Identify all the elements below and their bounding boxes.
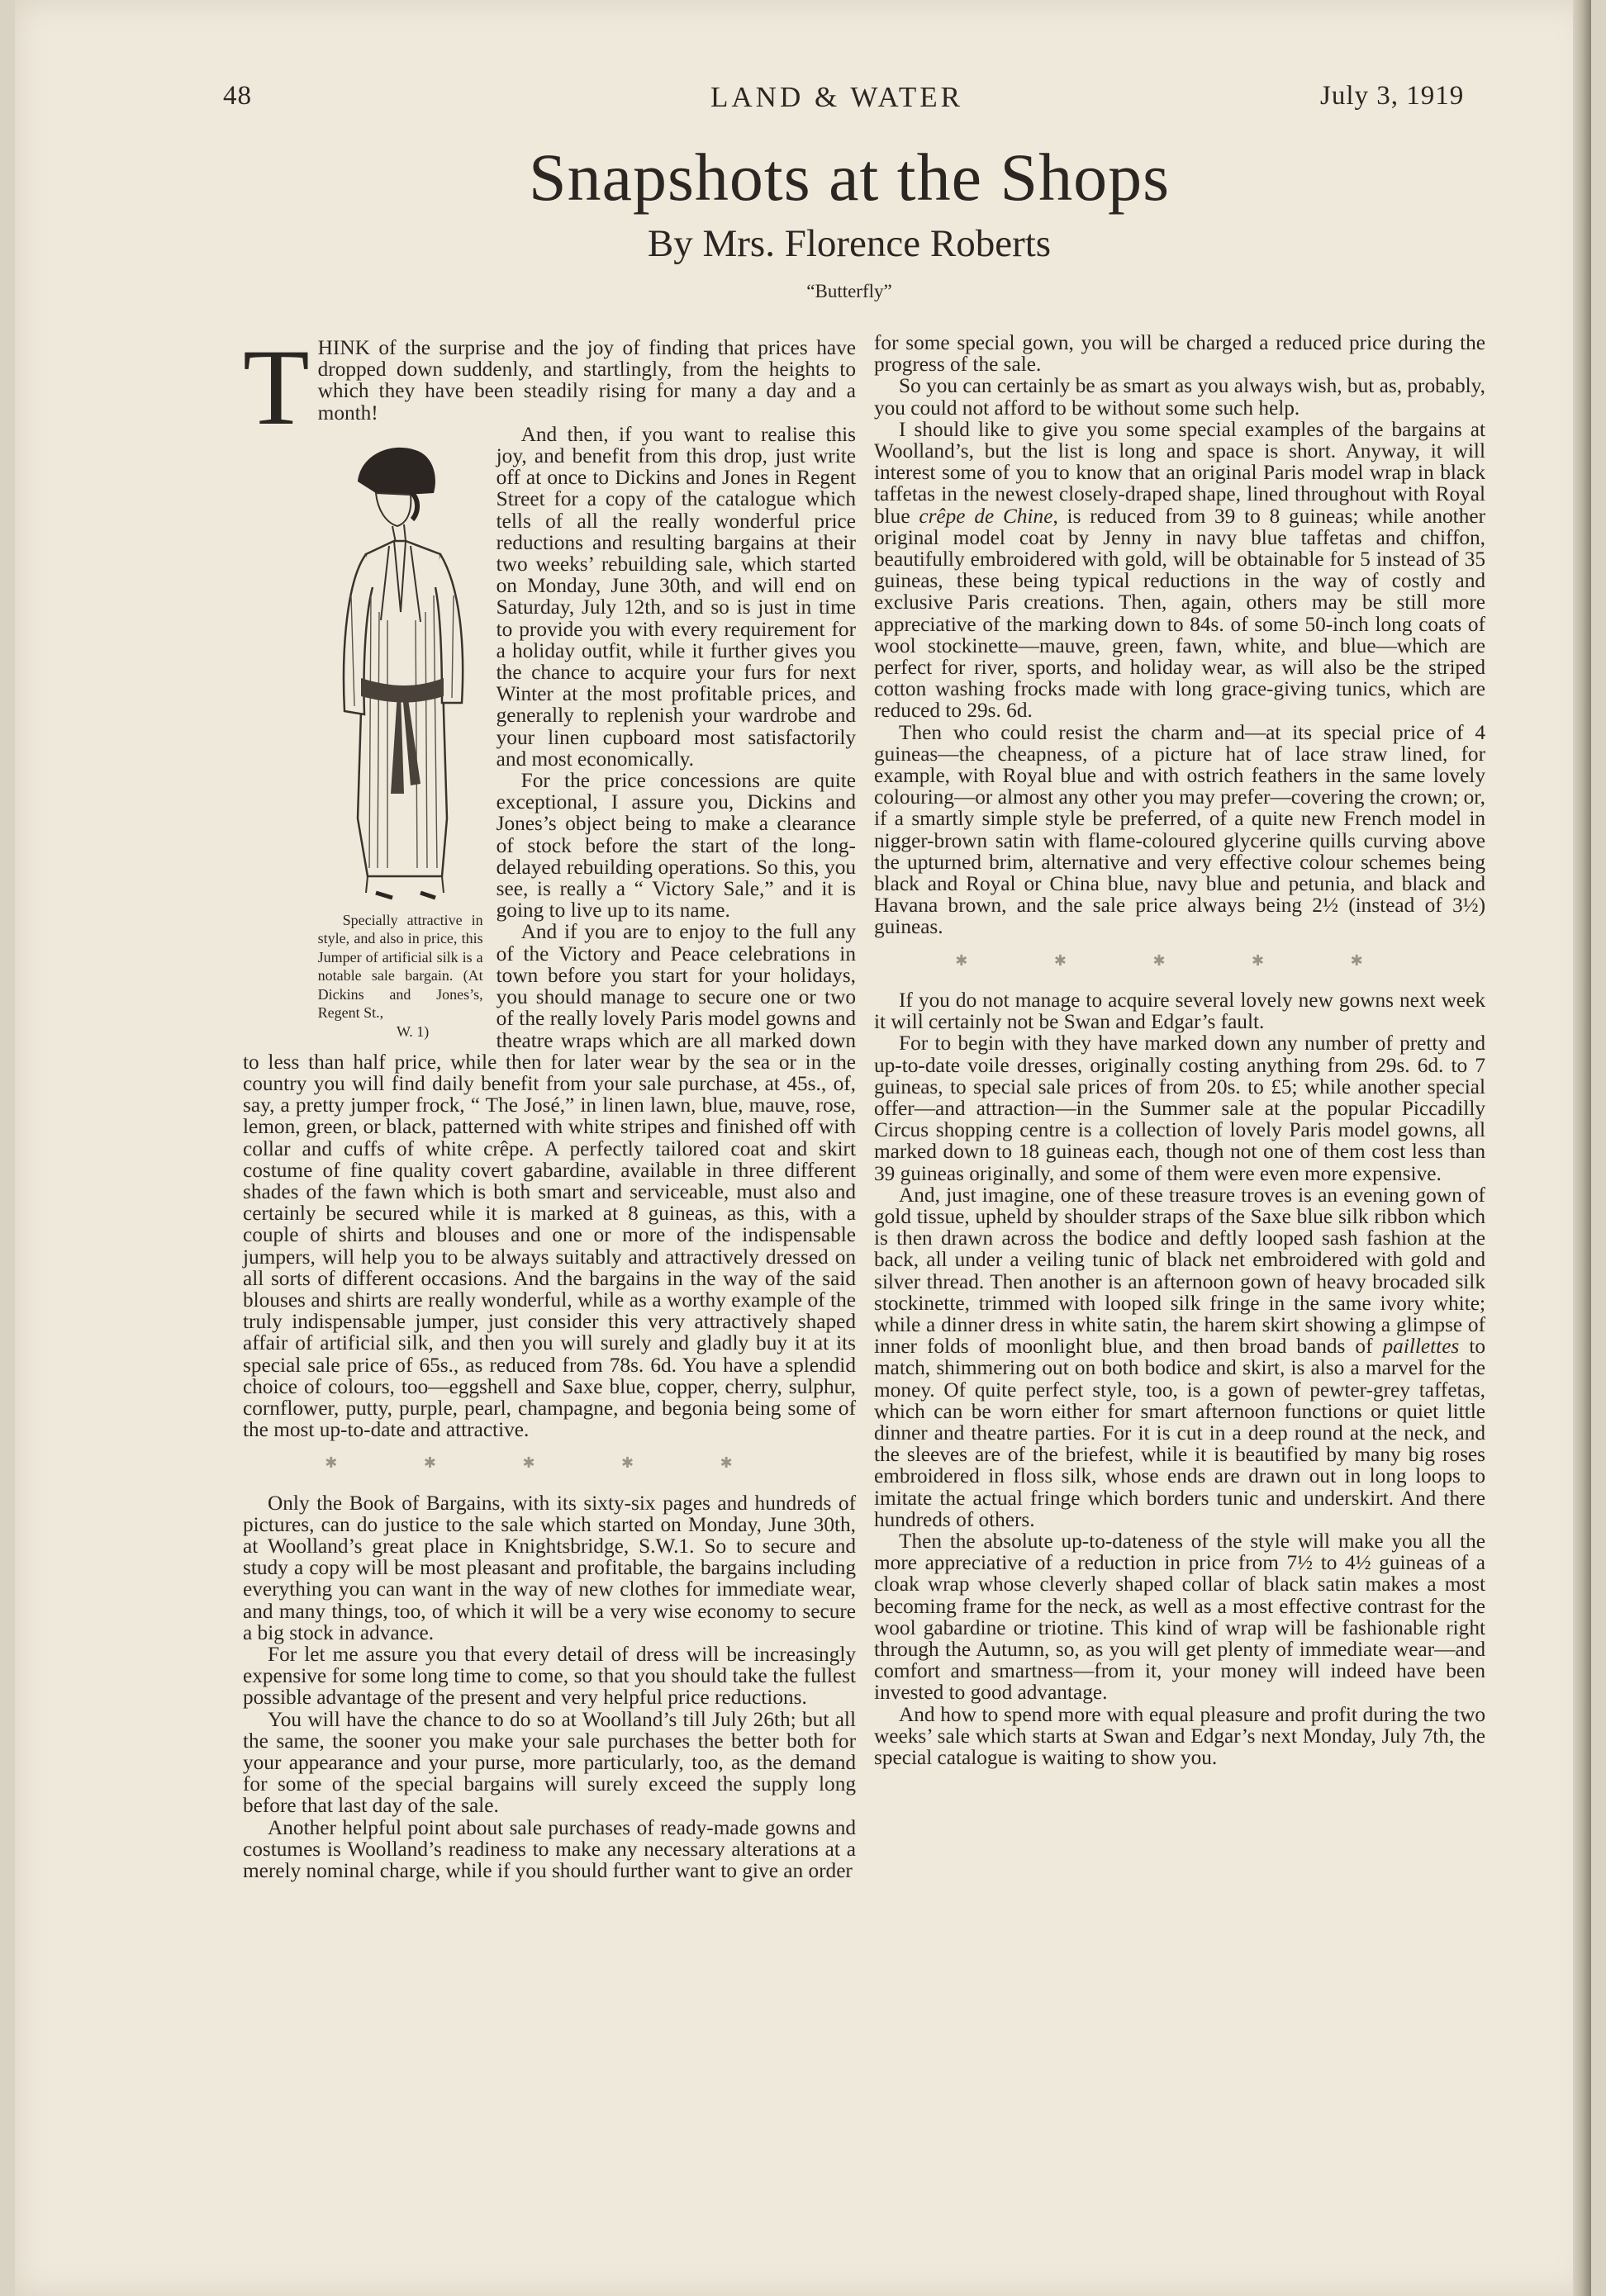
paragraph: And how to spend more with equal pleasure and profit during the two weeks’ sale which starts at Swan and Edgar’s next Monday, July 7th, the special catalogue is waiting to show you.	[874, 1702, 1485, 1769]
paragraph: Specially attractive in style, and also in price, this Jumper of artificial silk is a notable sale bargain. (At Dickins and Jones’s, Regent St., W. 1) And then, if you want to realise this joy, and benefit from this drop, just write off at once to Dickins and Jones in Regent Street for a copy of the catalogue which tells of all the really wonderful price reductions and resulting bargains at their two weeks’ rebuilding sale, which started on Monday, June 30th, and will end on Saturday, July 12th, and so is just in time to provide you with every requirement for a holiday outfit, while it further gives you the chance to acquire your furs for next Winter at the most profitable prices, and generally to replenish your wardrobe and your linen cupboard most satisfactorily and most economically.	[317, 422, 856, 1040]
italic-phrase: paillettes	[1382, 1335, 1460, 1359]
magazine-title: LAND & WATER	[710, 81, 963, 113]
right-column	[874, 332, 1485, 1768]
jumper-illustration	[318, 430, 488, 1040]
left-column	[243, 326, 856, 1883]
paragraph: And, just imagine, one of these treasure troves is an evening gown of gold tissue, upheld by shoulder straps of the Saxe blue silk ribbon which is then drawn across the bodice and deftly looped sash fashion at the back, all under a veiling tunic of black net embroidered with gold and silver thread. Then another is an afternoon gown of heavy brocaded silk stockinette, trimmed with looped silk fringe in the same ivory white; while a dinner dress in white satin, the harem skirt showing a glimpse of inner folds of moonlight blue, and then broad bands of paillettes to match, shimmering out on both bodice and skirt, is also a marvel for the money. Of quite perfect style, too, is a gown of pewter-grey taffetas, which can be worn either for smart afternoon functions or quiet little dinner and theatre parties. For it is cut in a deep round at the neck, and the sleeves are of the briefest, while it is beautified by many big roses embroidered in floss silk, whose ends are drawn out in long loops to imitate the actual fringe which borders tunic and underskirt. And there hundreds of others.	[874, 1183, 1485, 1531]
paragraph: For the price concessions are quite exceptional, I assure you, Dickins and Jones’s object being to make a clearance of stock before the start of the long-delayed rebuilding operations. So this, you see, is really a “ Victory Sale,” and it is going to live up to its name.	[496, 769, 856, 923]
drop-cap: T	[243, 326, 310, 448]
paragraph: for some special gown, you will be charged a reduced price during the progress of the sale.	[874, 331, 1485, 377]
paragraph: Another helpful point about sale purchases of ready-made gowns and costumes is Woolland’s readiness to make any necessary alterations at a merely nominal charge, while if you should further want to give an order	[243, 1815, 856, 1883]
paragraph: So you can certainly be as smart as you always wish, but as, probably, you could not afford to be without some such help.	[874, 374, 1485, 420]
author-pen-name: “Butterfly”	[806, 281, 892, 301]
woman-in-jumper-drawing	[318, 430, 488, 901]
magazine-page	[15, 0, 1591, 2296]
opening-paragraph: THINK of the surprise and the joy of finding that prices have dropped down suddenly, and startlingly, from the heights to which they have been steadily rising for many a day and a month!	[243, 326, 856, 448]
article-byline: By Mrs. Florence Roberts	[647, 222, 1052, 265]
paragraph: Only the Book of Bargains, with its sixty-six pages and hundreds of pictures, can do justice to the sale which started on Monday, June 30th, at Woolland’s great place in Knightsbridge, S.W.1. So to secure and study a copy will be most pleasant and profitable, the bargains including everything you can want in the way of new clothes for immediate wear, and many things, too, of which it will be a very wise economy to secure a big stock in advance.	[243, 1491, 856, 1644]
page-number: 48	[223, 81, 252, 111]
paragraph: And if you are to enjoy to the full any of the Victory and Peace celebrations in town before you start for your holidays, you should manage to secure one or two of the really lovely Paris model gowns and theatre wraps which are all marked down to less than half price, while then for later wear by the sea or in the country you will find daily benefit from your sale purchase, at 45s., of, say, a pretty jumper frock, “ The José,” in linen lawn, blue, mauve, rose, lemon, green, or black, patterned with white stripes and finished off with collar and cuffs of white crêpe. A perfectly tailored coat and skirt costume of fine quality covert gabardine, available in three different shades of the fawn which is both smart and serviceable, must also and certainly be secured while it is marked at 8 guineas, as this, with a couple of shirts and blouses and one or more of the indispensable jumpers, will help you to be always suitably and attractively dressed on all sorts of different occasions. And the bargains in the way of the said blouses and shirts are really wonderful, while as a worthy example of the truly indispensable jumper, just consider this very attractively shaped affair of artificial silk, and then you will surely and gladly buy it at its special sale price of 65s., as reduced from 78s. 6d. You have a splendid choice of colours, too—eggshell and Saxe blue, copper, cherry, sulphur, cornflower, putty, purple, pearl, champagne, and begonia being some of the most up-to-date and attractive.	[243, 920, 856, 1442]
paragraph: Then the absolute up-to-dateness of the style will make you all the more appreciative of a reduction in price from 7½ to 4½ guineas of a cloak wrap whose cleverly shaped collar of black satin makes a most becoming frame for the neck, as well as a most effective contrast for the wool gabardine or triotine. This kind of wrap will be fashionable right through the Autumn, so, as you will get plenty of immediate wear—and comfort and smartness—from it, your money will indeed have been invested to good advantage.	[874, 1529, 1485, 1705]
issue-date: July 3, 1919	[1320, 81, 1465, 111]
italic-phrase: crêpe de Chine	[919, 504, 1053, 528]
paragraph: Then who could resist the charm and—at its special price of 4 guineas—the cheapness, of a picture hat of lace straw lined, for example, with Royal blue and with ostrich feathers in the same lovely colouring—or almost any other you may prefer—covering the crown; or, if a smartly simple style be preferred, of a quite new French model in nigger-brown satin with flame-coloured glycerine quills curving above the upturned brim, alternative and very effective colour schemes being black and Royal or China blue, navy blue and petunia, and black and Havana brown, and the sale price always being 2½ (instead of 3½) guineas.	[874, 720, 1485, 939]
paragraph: You will have the chance to do so at Woolland’s till July 26th; but all the same, the sooner you make your sale purchases the better both for your appearance and your purse, more particularly, too, as the demand for some of the special bargains will surely exceed the supply long before that last day of the sale.	[243, 1707, 856, 1818]
article-title: Snapshots at the Shops	[529, 140, 1170, 215]
section-separator: ✱ ✱ ✱ ✱ ✱	[955, 951, 1404, 969]
section-separator: ✱ ✱ ✱ ✱ ✱	[325, 1454, 774, 1472]
paragraph: For to begin with they have marked down any number of pretty and up-to-date voile dresses, originally costing anything from 29s. 6d. to 7 guineas, to special sale prices of from 20s. to £5; while another special offer—and attraction—in the Summer sale at the popular Piccadilly Circus shopping centre is a collection of lovely Paris model gowns, all marked down to 18 guineas each, though not one of them cost less than 39 guineas originally, and some of them were even more expensive.	[874, 1032, 1485, 1185]
paragraph: If you do not manage to acquire several lovely new gowns next week it will certainly not be Swan and Edgar’s fault.	[874, 988, 1485, 1034]
paragraph: For let me assure you that every detail of dress will be increasingly expensive for some long time to come, so that you should take the fullest possible advantage of the present and very helpful price reductions.	[243, 1642, 856, 1710]
paragraph: I should like to give you some special examples of the bargains at Woolland’s, but the list is long and space is short. Anyway, it will interest some of you to know that an original Paris model wrap in black taffetas in the newest closely-draped shape, lined throughout with Royal blue crêpe de Chine, is reduced from 39 to 8 guineas; while another original model coat by Jenny in navy blue taffetas and chiffon, beautifully embroidered with gold, will be obtainable for 5 instead of 35 guineas, these being typical reductions in the way of costly and exclusive Paris creations. Then, again, others may be still more appreciative of the marking down to 84s. of some 50-inch long coats of wool stockinette—mauve, green, fawn, white, and blue—which are perfect for river, sports, and holiday wear, as will also be the striped cotton washing frocks made with long grace-giving tunics, which are reduced to 29s. 6d.	[874, 417, 1485, 723]
page-spine-edge	[1573, 0, 1591, 2296]
illustration-caption: Specially attractive in style, and also in price, this Jumper of artificial silk is a notable sale bargain. (At Dickins and Jones’s, Regent St., W. 1)	[317, 911, 483, 1040]
